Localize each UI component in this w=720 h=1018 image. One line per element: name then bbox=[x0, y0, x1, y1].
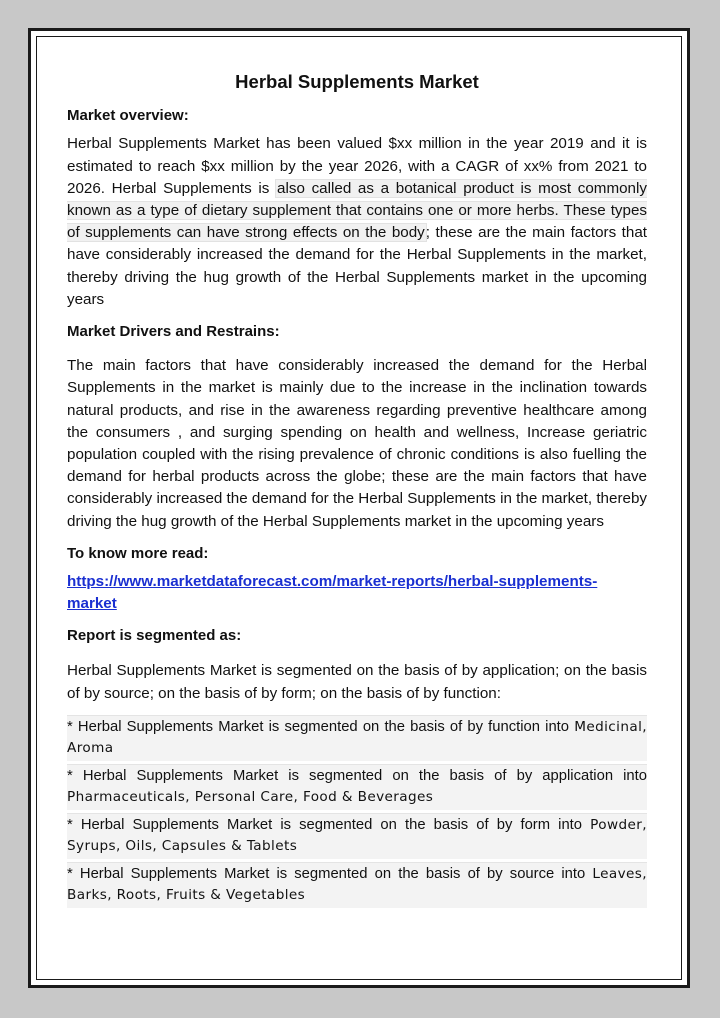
report-link[interactable]: https://www.marketdataforecast.com/market-reports/herbal-supplements-market bbox=[67, 573, 598, 613]
segment-values: Powder, Syrups, Oils, Capsules & Tablets bbox=[67, 817, 647, 855]
list-item bbox=[67, 862, 647, 908]
segmented-heading: Report is segmented as: bbox=[67, 627, 242, 645]
segmented-intro: Herbal Supplements Market is segmented on the basis of by application; on the basis of by source; on the basis of by form; on the basis of by function: bbox=[67, 662, 647, 703]
list-item bbox=[67, 715, 647, 761]
page-title: Herbal Supplements Market bbox=[235, 71, 479, 92]
page-frame bbox=[28, 28, 690, 988]
overview-text-a: Herbal Supplements Market has been valued $xx million in the year 2019 and it is estimated to reach $xx million by the year 2026, with a CAGR of xx% from 2021 to 2026. Herbal Supplements is bbox=[67, 135, 647, 197]
segment-lead: * Herbal Supplements Market is segmented on the basis of by form into bbox=[67, 817, 583, 834]
segment-lead: * Herbal Supplements Market is segmented on the basis of by function into bbox=[67, 719, 570, 736]
document-body bbox=[67, 67, 647, 911]
overview-paragraph bbox=[67, 133, 647, 311]
segment-values: Pharmaceuticals, Personal Care, Food & Beverages bbox=[67, 789, 434, 806]
list-item bbox=[67, 764, 647, 810]
segment-lead: * Herbal Supplements Market is segmented on the basis of by application into bbox=[67, 768, 647, 785]
overview-text-b: ; these are the main factors that have considerably increased the demand for the Herbal Supplements in the market, thereby driving the hug growth of the Herbal Supplements market in the upcoming years bbox=[67, 224, 647, 308]
drivers-heading: Market Drivers and Restrains: bbox=[67, 323, 280, 341]
more-heading: To know more read: bbox=[67, 544, 209, 562]
segment-values: Medicinal, Aroma bbox=[67, 719, 647, 757]
segment-lead: * Herbal Supplements Market is segmented on the basis of by source into bbox=[67, 866, 586, 883]
overview-highlighted-text: also called as a botanical product is most commonly known as a type of dietary supplement that contains one or more herbs. These types of supplements can have strong effects on the body bbox=[67, 179, 647, 242]
list-item bbox=[67, 813, 647, 859]
drivers-paragraph: The main factors that have considerably increased the demand for the Herbal Supplements in the market is mainly due to the increase in the inclination towards natural products, and rise in the awareness regarding preventive healthcare among the consumers , and surging spending on health and wellness, Increase geriatric population coupled with the rising prevalence of chronic conditions is also fuelling the demand for herbal products across the globe; these are the main factors that have considerably increased the demand for the Herbal Supplements in the market, thereby driving the hug growth of the Herbal Supplements market in the upcoming years bbox=[67, 357, 647, 530]
segment-list bbox=[67, 715, 647, 908]
segment-values: Leaves, Barks, Roots, Fruits & Vegetables bbox=[67, 866, 647, 904]
overview-heading: Market overview: bbox=[67, 107, 189, 125]
